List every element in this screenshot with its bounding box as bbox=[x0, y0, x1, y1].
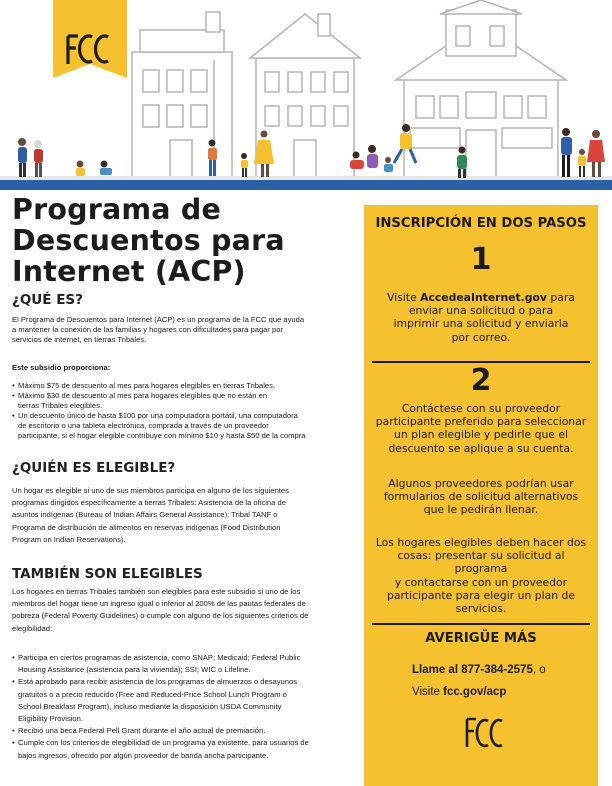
list-item: • Cumple con los criterios de elegibilidad de un programa ya existente, para usuarios de bajos ingresos, ofrecido por algún proveedor de banda ancha participante. bbox=[12, 737, 346, 761]
fcc-website-link[interactable]: fcc.gov/acp bbox=[443, 686, 507, 698]
step-number: 1 bbox=[470, 242, 492, 277]
more-info-heading: AVERIGÜE MÁS bbox=[425, 631, 537, 646]
list-item: • Máximo $30 de descuento al mes para hogares elegibles que no están en tierras Tribales elegibles. bbox=[12, 391, 346, 411]
list-item: • Está aprobado para recibir asistencia de los programas de almuerzos o desayunos gratuitos o a precio reducido (Free and Reduced-Price School Lunch Program o School Breakfast Program), incluso mediante la disposición USDA Community Eligibility Provision. bbox=[12, 676, 346, 725]
list-item: • Máximo $75 de descuento al mes para hogares elegibles en tierras Tribales. bbox=[12, 381, 346, 391]
que-es-heading: ¿QUÉ ES? bbox=[12, 292, 83, 308]
house-right-illustration bbox=[396, 0, 566, 180]
text-line: Programa de distribución de alimentos en reservas indígenas (Food Distribution bbox=[12, 522, 281, 532]
text-line: programas dirigidos específicamente a tierras Tribales: Asistencia de la oficina de bbox=[12, 498, 286, 508]
enrollment-panel bbox=[364, 205, 598, 786]
list-item: • Recibió una beca Federal Pell Grant durante el año actual de premiación. bbox=[12, 725, 346, 737]
website-line: Visite fcc.gov/acp bbox=[412, 686, 507, 698]
step2-note: Algunos proveedores podrían usar formularios de solicitud alternativos que le pedirán llenar. bbox=[383, 477, 579, 517]
ground-line bbox=[0, 180, 612, 190]
text-line: Los hogares en tierras Tribales también son elegibles para este subsidio si uno de los bbox=[12, 587, 301, 596]
text-line: Program on Indian Reservations). bbox=[12, 534, 126, 544]
hero-illustration bbox=[0, 0, 612, 190]
title-line: Programa de bbox=[12, 193, 221, 226]
ground-shadow bbox=[0, 176, 612, 180]
list-item: • Participa en ciertos programas de asistencia, como SNAP; Medicaid; Federal Public Housing Assistance (asistencia para la vivienda); SSI; WIC o Lifeline. bbox=[12, 652, 346, 676]
quien-description bbox=[12, 485, 344, 546]
accede-link[interactable]: AccedeaInternet.gov bbox=[420, 291, 547, 304]
step2-summary: Los hogares elegibles deben hacer dos cosas: presentar su solicitud al programa y contactarse con un proveedor participante para elegir un plan de servicios. bbox=[375, 536, 587, 616]
divider bbox=[372, 623, 590, 625]
subsidy-list bbox=[12, 381, 346, 441]
title-line: Descuentos para bbox=[12, 224, 285, 257]
subsidy-heading: Este subsidio proporciona: bbox=[12, 363, 111, 372]
text-line: pobreza (Federal Poverty Guidelines) o cumple con alguno de los siguientes criterios de bbox=[12, 611, 309, 621]
step1-text: Visite AccedeaInternet.gov para enviar una solicitud o para imprimir una solicitud y enviarla por correo. bbox=[387, 291, 575, 344]
tambien-heading: TAMBIÉN SON ELEGIBLES bbox=[12, 566, 203, 582]
fcc-logo-badge bbox=[53, 0, 127, 78]
phone-line: Llame al 877-384-2575, o bbox=[412, 664, 546, 676]
fcc-footer-logo-icon bbox=[464, 715, 504, 751]
phone-link[interactable]: Llame al 877-384-2575 bbox=[412, 664, 533, 676]
page-title bbox=[12, 194, 342, 287]
panel-title: INSCRIPCIÓN EN DOS PASOS bbox=[375, 216, 587, 231]
text-line: Un hogar es elegible si uno de sus miembros participa en alguno de los siguientes bbox=[12, 486, 289, 495]
quien-heading: ¿QUIÉN ES ELEGIBLE? bbox=[12, 460, 176, 476]
text-line: miembros del hogar tiene un ingreso igual o inferior al 200% de las pautas federales de bbox=[12, 599, 306, 609]
text-line: servicios de internet, en tierras Tribales. bbox=[12, 335, 147, 344]
text-line: a mantener la conexión de las familias y hogares con dificultades para pagar por bbox=[12, 325, 284, 334]
text-line: elegibilidad: bbox=[12, 623, 53, 633]
que-es-description bbox=[12, 315, 344, 345]
text-line: El Programa de Descuentos para Internet (ACP) es un programa de la FCC que ayuda bbox=[12, 315, 305, 324]
step2-text: Contáctese con su proveedor participante preferido para seleccionar un plan elegible y pedirle que el descuento se aplique a su cuenta. bbox=[375, 402, 587, 455]
tambien-description bbox=[12, 586, 344, 635]
text-line: asuntos indígenas (Bureau of Indian Affairs General Assistance); Tribal TANF o bbox=[12, 510, 278, 520]
list-item: • Un descuento único de hasta $100 por una computadora portátil, una computadora de escritorio o una tableta electrónica, comprada a través de un proveedor participante, si el hogar elegible contribuye con mínimo $10 y hasta $50 de la compra bbox=[12, 411, 346, 441]
criteria-list bbox=[12, 652, 346, 762]
step-number: 2 bbox=[470, 363, 492, 398]
title-line: Internet (ACP) bbox=[12, 255, 246, 288]
